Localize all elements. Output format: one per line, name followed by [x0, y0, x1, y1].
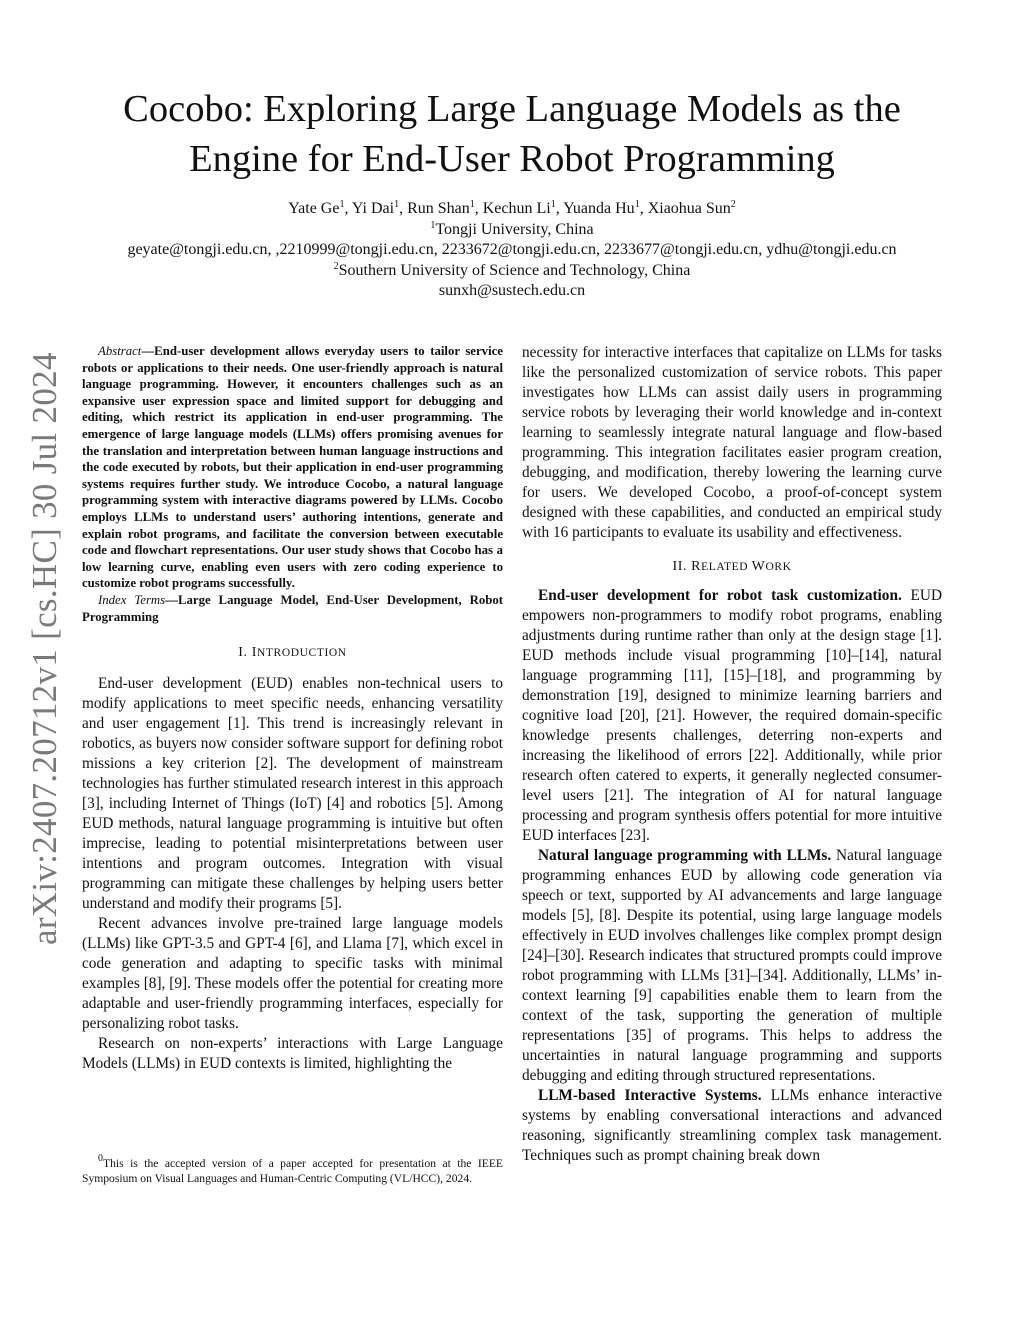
index-terms-label: Index Terms	[98, 592, 166, 607]
section-heading-related-work	[522, 557, 942, 577]
intro-continuation-paragraph: necessity for interactive interfaces that capitalize on LLMs for tasks like the personalized customization of service robots. This paper investigates how LLMs can assist daily users in programming service robots by leveraging their world knowledge and in-context learning to seamlessly integrate natural language and flow-based programming. This integration facilitates easier program creation, debugging, and modification, thereby lowering the learning curve for users. We developed Cocobo, a proof-of-concept system designed with these capabilities, and conducted an empirical study with 16 participants to evaluate its usability and effectiveness.	[522, 344, 942, 541]
right-column	[522, 343, 942, 1166]
author-list: Yate Ge$^1$, Yi Dai$^1$, Run Shan$^1$, Kechun Li$^1$, Yuanda Hu$^1$, Xiaohua Sun$^2$	[288, 199, 736, 217]
paper-title-line-1: Cocobo: Exploring Large Language Models as the	[123, 88, 901, 130]
intro-paragraph: Recent advances involve pre-trained large language models (LLMs) like GPT-3.5 and GPT-4 [6], and Llama [7], which excel in code generation and adapting to specific tasks with minimal examples [8], [9]. These models offer the potential for creating more adaptable and user-friendly programming interfaces, especially for personalizing robot tasks.	[82, 915, 503, 1033]
arxiv-identifier-stamp: arXiv:2407.20712v1 [cs.HC] 30 Jul 2024	[25, 352, 64, 945]
section-smallcaps: ORK	[765, 561, 792, 573]
index-terms-text: —Large Language Model, End-User Development, Robot Programming	[82, 592, 504, 624]
author-affiliation-mark: 1	[469, 199, 475, 210]
paper-title-line-2: Engine for End-User Robot Programming	[189, 138, 835, 180]
related-work-paragraph	[522, 846, 942, 1086]
paragraph-text: LLMs enhance interactive systems by enabling conversational interactions and advanced reasoning, significantly streamlining complex task management. Techniques such as prompt chaining break down	[522, 1087, 943, 1164]
affiliation-2	[60, 261, 964, 282]
affiliation-1-text: Tongji University, China	[435, 220, 594, 238]
author-name: Yate Ge	[288, 200, 340, 217]
affiliation-1-emails: geyate@tongji.edu.cn, ,2210999@tongji.edu.cn, 2233672@tongji.edu.cn, 2233677@tongji.edu.cn, ydhu@tongji.edu.cn	[127, 241, 897, 258]
index-terms	[82, 592, 503, 625]
section-smallcaps: NTRODUCTION	[257, 647, 347, 660]
affiliation-1	[60, 220, 964, 241]
affiliation-2-mark: 2	[333, 260, 339, 272]
author-affiliation-mark: 1	[634, 199, 640, 210]
paper-title	[60, 84, 964, 184]
section-heading-introduction	[82, 643, 503, 663]
paragraph-text: EUD empowers non-programmers to modify robot programs, enabling adjustments during runtime rather than only at the design stage [1]. EUD methods include visual programming [10]–[14], natural language programming [11], [15]–[18], and programming by demonstration [19], designed to minimize learning barriers and cognitive load [20], [21]. However, the required domain-specific knowledge presents challenges, deterring non-experts and increasing the likelihood of errors [22]. Additionally, while prior research often catered to experts, it generally neglected consumer-level users [21]. The integration of AI for natural language processing and program synthesis offers potential for more intuitive EUD interfaces [23].	[522, 587, 942, 844]
related-work-paragraph	[522, 586, 942, 846]
run-in-heading: LLM-based Interactive Systems.	[538, 1087, 762, 1104]
author-name: Run Shan	[407, 200, 470, 217]
footnote-mark: 0	[98, 1153, 103, 1164]
section-numeral: II.	[672, 559, 692, 574]
related-work-paragraph	[522, 1086, 942, 1166]
affiliation-2-text: Southern University of Science and Technology, China	[338, 261, 691, 279]
footnote	[82, 1153, 503, 1186]
run-in-heading: Natural language programming with LLMs.	[538, 847, 832, 864]
section-initial: I	[251, 645, 258, 661]
abstract	[82, 343, 503, 592]
run-in-heading: End-user development for robot task customization.	[538, 587, 902, 604]
author-affiliation-mark: 2	[730, 199, 736, 210]
affiliation-2-email: sunxh@sustech.edu.cn	[438, 282, 586, 299]
paragraph-text: Natural language programming enhances EUD by allowing code generation via speech or text, supported by AI advancements and large language models [5], [8]. Despite its potential, using large language models effectively in EUD involves challenges like complex prompt design [24]–[30]. Research indicates that structured prompts could improve robot programming with LLMs [31]–[34]. Additionally, LLMs’ in-context learning [9] capabilities enable them to learn from the context of the task, supporting the generation of multiple representations [35] of programs. This helps to address the uncertainties in natural language programming and supports debugging and editing through structured representations.	[522, 847, 942, 1084]
author-name: Xiaohua Sun	[647, 200, 731, 217]
abstract-label: Abstract	[98, 344, 142, 358]
author-name: Yuanda Hu	[563, 200, 635, 217]
section-initial: W	[751, 559, 766, 574]
abstract-text: —End-user development allows everyday users to tailor service robots or applications to their needs. One user-friendly approach is natural language programming. However, it encounters challenges such as an expansive user expression space and limited support for debugging and editing, which restrict its application in end-user programming. The emergence of large language models (LLMs) offers promising avenues for the translation and interpretation between human language instructions and the code executed by robots, but their application in end-user programming systems requires further study. We introduce Cocobo, a natural language programming system with interactive diagrams powered by LLMs. Cocobo employs LLMs to understand users’ authoring intentions, generate and explain robot programs, and facilitate the conversion between executable code and flowchart representations. Our user study shows that Cocobo has a low learning curve, enabling even users with zero coding experience to customize robot programs successfully.	[82, 344, 503, 591]
section-numeral: I.	[238, 645, 252, 661]
footnote-text: This is the accepted version of a paper accepted for presentation at the IEEE Symposium on Visual Languages and Human-Centric Computing (VL/HCC), 2024.	[82, 1157, 503, 1185]
section-smallcaps: ELATED	[701, 561, 752, 573]
intro-paragraph: End-user development (EUD) enables non-technical users to modify applications to meet specific needs, enhancing versatility and user engagement [1]. This trend is increasingly relevant in robotics, as buyers now consider software support for defining robot missions a key criterion [2]. The development of mainstream technologies has further stimulated research interest in this approach [3], including Internet of Things (IoT) [4] and robotics [5]. Among EUD methods, natural language programming is intuitive but often imprecise, leading to potential misinterpretations between user intentions and program outcomes. Integration with visual programming can mitigate these challenges by helping users better understand and modify their programs [5].	[82, 675, 503, 913]
author-name: Yi Dai	[351, 200, 395, 217]
affiliation-1-mark: 1	[430, 219, 436, 231]
author-name: Kechun Li	[482, 200, 551, 217]
intro-paragraph: Research on non-experts’ interactions with Large Language Models (LLMs) in EUD contexts is limited, highlighting the	[82, 1035, 503, 1073]
left-column	[82, 343, 503, 1074]
author-affiliation-mark: 1	[394, 199, 400, 210]
section-initial: R	[691, 559, 702, 574]
author-block	[60, 199, 964, 302]
author-affiliation-mark: 1	[339, 199, 345, 210]
author-affiliation-mark: 1	[550, 199, 556, 210]
